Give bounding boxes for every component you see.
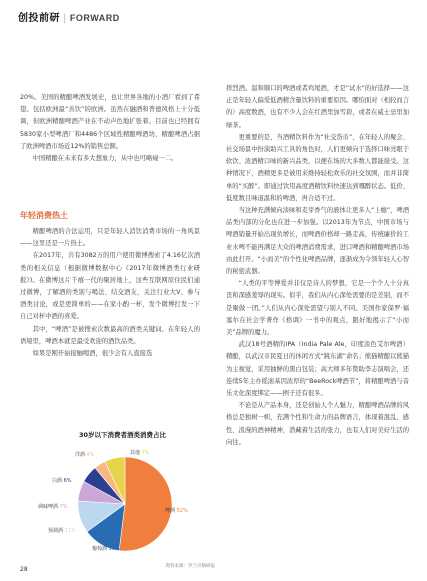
chart-title: 30岁以下消费者酒类消费占比: [78, 431, 167, 439]
magazine-section-label: [18, 9, 120, 24]
pie-chart: [30, 430, 215, 569]
left-paragraph-2: 中国精酿在未来有多大想象力，从中也可略窥一二。: [32, 155, 178, 163]
left-column-lower: [20, 226, 200, 360]
page-header: [0, 0, 427, 40]
chart-source: 资料来源：罗兰贝格研报: [165, 564, 215, 569]
left-column: [20, 92, 200, 165]
left-paragraph-6: 如果是刚开始接触喝酒，很少会有人直接选: [32, 350, 153, 358]
right-paragraph-3: 当这种充满倾向淡味和麦芽香气的液体让更多人“上瘾”，啤酒品类内部的分化也在进一步加强。以2013年为节点，中国市场与啤酒销量开始出现负增长，而啤酒价格却一路走高，传统廉价的工业水啤不能再满足大众的啤酒消费需求，进口啤酒和精酿啤酒市场由此打开。“小而美”的个性化啤酒品牌，逐渐成为令领年轻人心智的秘密武器。: [226, 207, 409, 276]
pie-chart-svg: [30, 440, 215, 565]
section-heading: 年轻消费热土: [20, 211, 68, 220]
brand-name: 创投前研: [18, 13, 60, 24]
page-number: 28: [20, 566, 28, 573]
right-paragraph-4: “人类的平等博爱并非仅是诗人的梦想，它是一个个人十分真丧和深感羞辱的现实。似乎，我们从内心深处需要的是差别，而不是聚做一团。”人们从内心深处需望与别人不同。美国作家保罗·福塞尔在社会学著作《格调》一书中的观点，跟好地揭示了“小而美”品牌的魔力。: [226, 280, 409, 337]
left-paragraph-1: 20%。美国的精酿啤酒发展史，也让世界各地的小酒厂看到了希望。包括欧洲最“善饮”的欧洲。虽然在融酒和普德风格上十分低调，但欧洲精酿啤酒产业在不动声色地扩张着。目前也已经拥有5830家小型啤酒厂和4486个区域性精酿啤酒坊，精酿啤酒占据了欧洲啤酒市场近12%的销售总额。: [20, 94, 200, 150]
pie-label-0: 啤酒 52%: [165, 508, 188, 514]
pie-label-4: 白酒 6%: [52, 478, 72, 484]
left-paragraph-5: 其中，“啤酒”是被搜索次数最高的酒类关键词。在年轻人的语境里，啤酒本就是最受欢迎的酒饮品类。: [20, 325, 200, 345]
pie-label-5: 洋酒 4%: [75, 452, 95, 458]
right-paragraph-5: 武汉18号酒精的IPA（India Pale Ale，印度淡色艾尔啤酒）精酿，以武汉市民夏日的休闲方式“跳东湖”命名；熊猫精酿以熊猫为主视觉，采用抽鲜的黑白包装；高大师多年赞助李志演唱会，还连续5年主办摇滚基因浓厚的“BeeRock啤酒节”，将精酿啤酒与音乐文化深度绑定——例子还有很多。: [226, 341, 409, 398]
pie-label-3: 调味啤酒 7%: [38, 504, 68, 510]
pie-label-1: 葡萄酒 13%: [92, 546, 120, 552]
right-paragraph-6: 不论是从产品本身，还是创始人个人魅力，精酿啤酒品牌的风格总是独树一帜，充满个性和生命力的品牌语言，体现着混乱、感性、浪漫的酒神精神，潜藏着生活的张力，也有人们对美好生活的向往。: [226, 402, 409, 446]
right-paragraph-2: 更重要的是，当酒精饮料作为“社交货币”，在年轻人的聚会、社交场景中扮演助兴工具的角色时，人们更倾向于选择口味亮眼于软饮、浓酒精口味的新兴品类，以便在场的大多数人都能接受。这种情况下，酒精更多是被用来维持轻松欢乐的社交氛围，而并非简单的“买醉”。即通过饮用高度酒精饮料快速达到哪醉状态。低价、低度数且味道温和的啤酒，再合适不过。: [226, 133, 409, 202]
pie-label-2: 预调酒 11%: [48, 528, 76, 534]
header-separator: |: [63, 13, 67, 24]
left-paragraph-4: 在2017年，共有3082万的用户使用微博搜索了4.16亿次酒类的相关信息（根据微博数据中心《2017年微博酒类行业研报》)。在微博这片千禧一代的聚居地上，这些互联网原住民们通过微博，了解酒的类别与喝法、结交酒友，关注行业大V、参与酒类讨论，或是更简单的——在家小酌一杯，发个微博打发一下自己对杯中酒的喜爱。: [20, 252, 200, 321]
right-column: [226, 83, 409, 449]
pie-label-6: 其他 7%: [130, 450, 150, 456]
left-paragraph-3: 精酿啤酒的合法运用，只是年轻人消饮消费市场的一角风景——这里还是一片热土。: [20, 228, 200, 248]
right-paragraph-1: 择烈酒。温和顺口的啤酒或者鸡尾酒，才是“试水”的好选择——这正是年轻人偏爱低酒精含量饮料的重要原因。哪怕面对（相较而言的）高度数酒，也有不少人会在红酒里加雪碧，或者在威士忌里加绿茶。: [226, 85, 409, 129]
section-name: FORWARD: [69, 13, 120, 23]
pie-slice-0: [119, 457, 172, 551]
